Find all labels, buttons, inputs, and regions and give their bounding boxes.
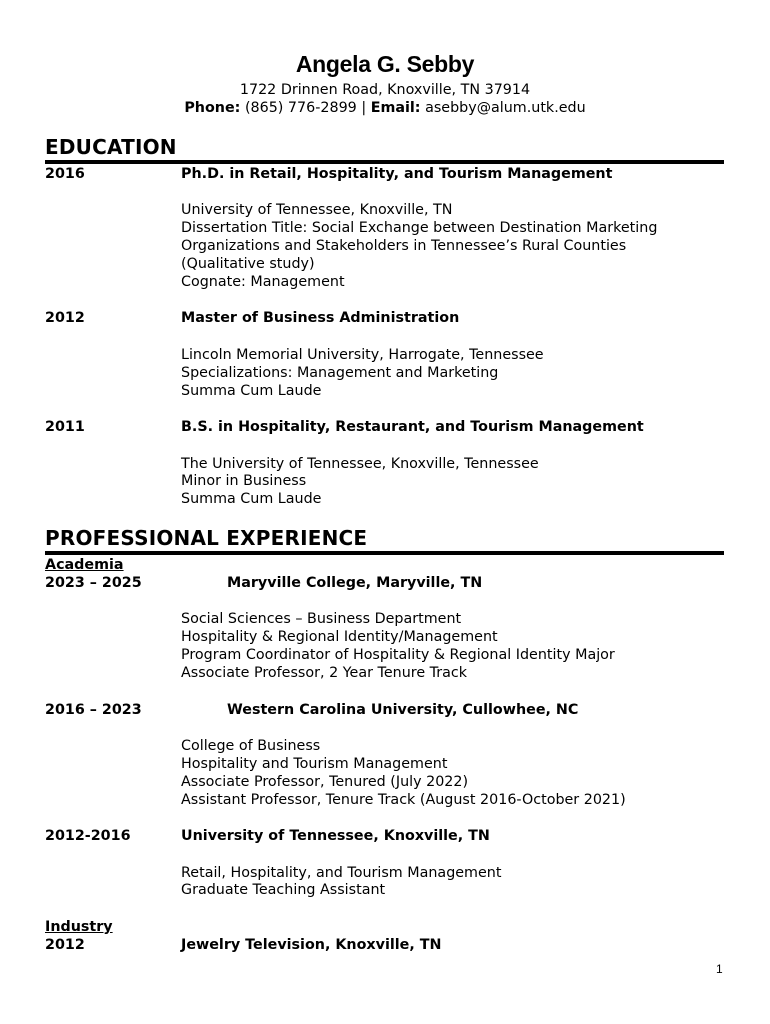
- education-detail: (Qualitative study): [181, 256, 315, 272]
- experience-years: 2023 – 2025: [45, 575, 142, 591]
- employer-name: Jewelry Television, Knoxville, TN: [181, 937, 442, 953]
- employer-name: Western Carolina University, Cullowhee, NC: [227, 702, 579, 718]
- phone-number: (865) 776-2899: [244, 100, 357, 116]
- experience-years: 2012: [45, 937, 85, 953]
- education-detail: Summa Cum Laude: [181, 383, 322, 399]
- phone-label: Phone:: [184, 100, 241, 116]
- contact-separator: |: [361, 100, 367, 116]
- education-detail: Minor in Business: [181, 473, 307, 489]
- education-detail: Specializations: Management and Marketing: [181, 365, 499, 381]
- education-detail: Cognate: Management: [181, 274, 345, 290]
- employer-name: University of Tennessee, Knoxville, TN: [181, 828, 490, 844]
- experience-detail: Retail, Hospitality, and Tourism Management: [181, 865, 502, 881]
- education-detail: Summa Cum Laude: [181, 491, 322, 507]
- experience-detail: Assistant Professor, Tenure Track (August 2016-October 2021): [181, 792, 626, 808]
- education-detail: Dissertation Title: Social Exchange between Destination Marketing: [181, 220, 658, 236]
- experience-detail: Social Sciences – Business Department: [181, 611, 462, 627]
- experience-heading: PROFESSIONAL EXPERIENCE: [45, 526, 368, 550]
- page-number: 1: [716, 962, 723, 976]
- education-detail: Organizations and Stakeholders in Tennessee’s Rural Counties: [181, 238, 627, 254]
- degree-title: B.S. in Hospitality, Restaurant, and Tourism Management: [181, 419, 644, 435]
- education-year: 2011: [45, 419, 85, 435]
- employer-name: Maryville College, Maryville, TN: [227, 575, 483, 591]
- experience-detail: Associate Professor, 2 Year Tenure Track: [181, 665, 468, 681]
- section-divider: [45, 160, 724, 164]
- experience-detail: Hospitality & Regional Identity/Management: [181, 629, 498, 645]
- experience-detail: Hospitality and Tourism Management: [181, 756, 448, 772]
- experience-detail: College of Business: [181, 738, 321, 754]
- address: 1722 Drinnen Road, Knoxville, TN 37914: [239, 82, 531, 98]
- experience-years: 2012-2016: [45, 828, 131, 844]
- education-detail: Lincoln Memorial University, Harrogate, Tennessee: [181, 347, 544, 363]
- experience-detail: Program Coordinator of Hospitality & Regional Identity Major: [181, 647, 615, 663]
- experience-detail: Associate Professor, Tenured (July 2022): [181, 774, 469, 790]
- education-detail: University of Tennessee, Knoxville, TN: [181, 202, 453, 218]
- experience-detail: Graduate Teaching Assistant: [181, 882, 386, 898]
- education-detail: The University of Tennessee, Knoxville, Tennessee: [181, 456, 539, 472]
- email-label: Email:: [370, 100, 421, 116]
- section-divider: [45, 551, 724, 555]
- education-year: 2016: [45, 166, 85, 182]
- education-heading: EDUCATION: [45, 135, 177, 159]
- email-address[interactable]: asebby@alum.utk.edu: [425, 100, 586, 116]
- degree-title: Ph.D. in Retail, Hospitality, and Tourism Management: [181, 166, 613, 182]
- contact-line: [0, 100, 770, 117]
- degree-title: Master of Business Administration: [181, 310, 460, 326]
- education-year: 2012: [45, 310, 85, 326]
- academia-subheading: Academia: [45, 557, 124, 573]
- industry-subheading: Industry: [45, 919, 113, 935]
- experience-years: 2016 – 2023: [45, 702, 142, 718]
- applicant-name: Angela G. Sebby: [295, 51, 475, 77]
